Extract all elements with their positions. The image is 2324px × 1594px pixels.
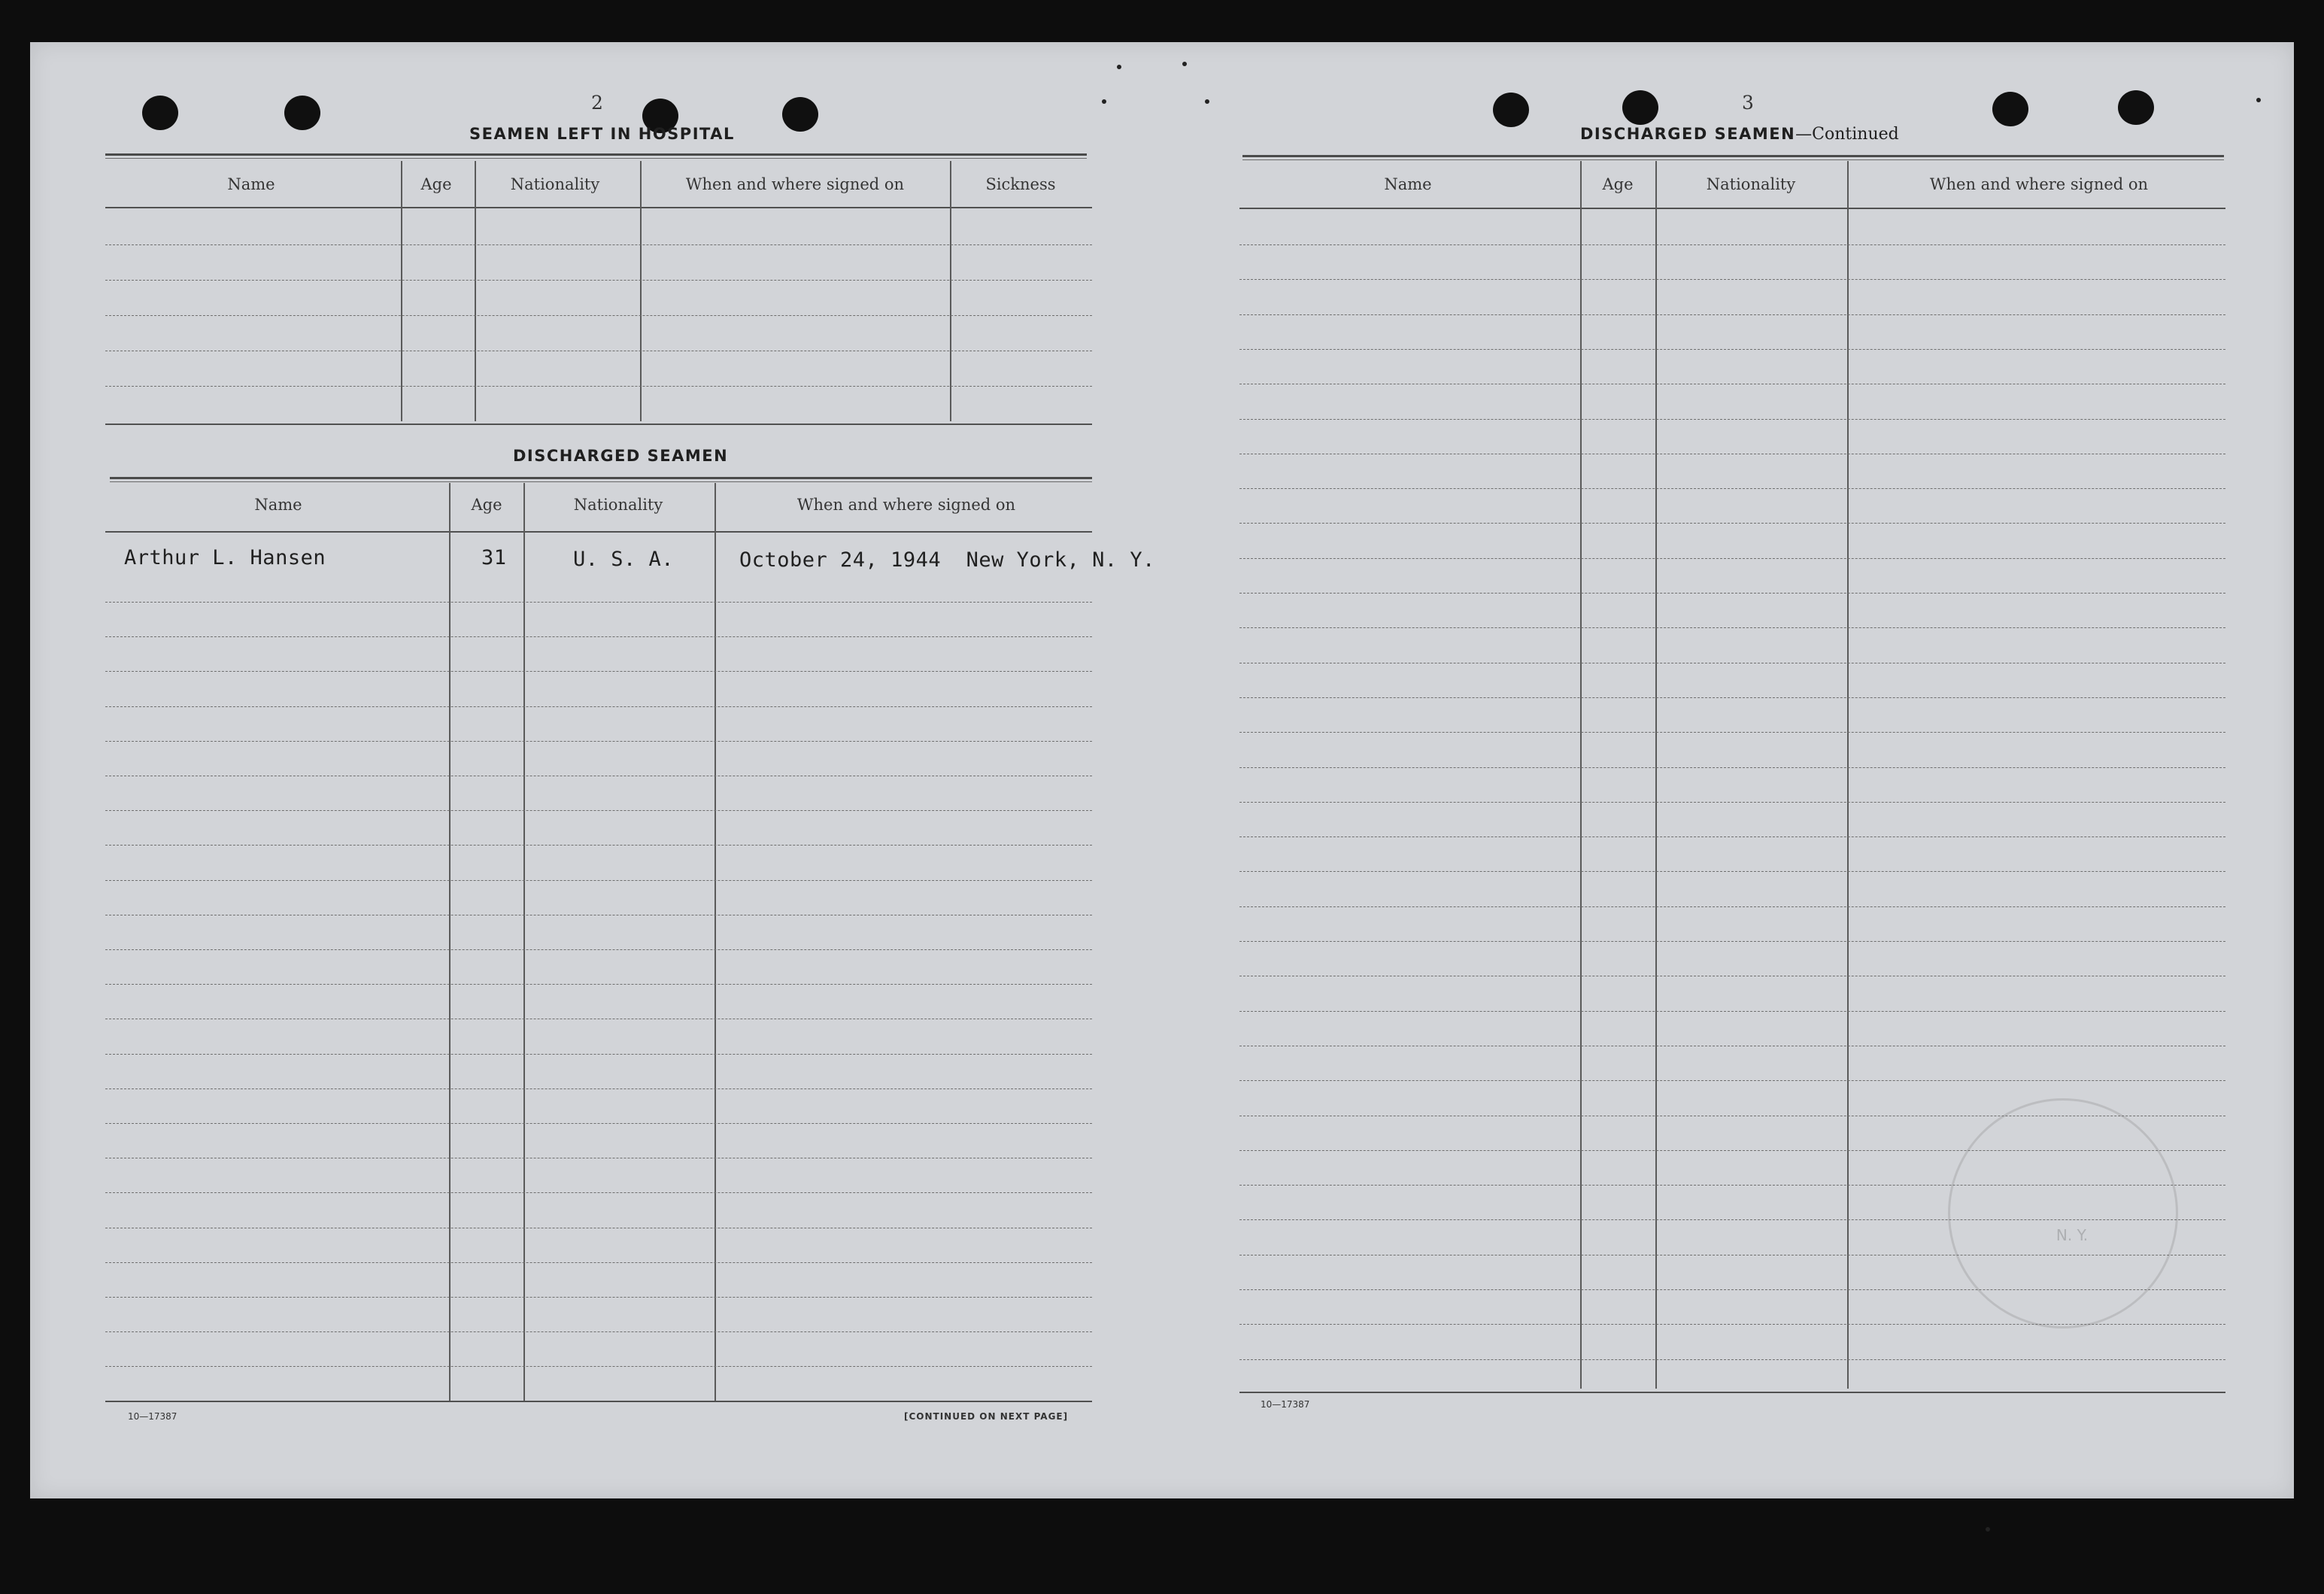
scan-speck xyxy=(2256,98,2261,102)
hospital-col-sickness: Sickness xyxy=(985,175,1056,193)
right-form-number: 10—17387 xyxy=(1261,1399,1310,1410)
scan-speck xyxy=(1117,65,1121,69)
entry-nationality: U. S. A. xyxy=(573,548,675,571)
punch-hole-5 xyxy=(1493,93,1529,127)
entry-signed-on: October 24, 1944 New York, N. Y. xyxy=(739,548,1155,572)
ruled-row-line xyxy=(105,810,1092,811)
ruled-row-line xyxy=(1239,627,2225,628)
ruled-row-line xyxy=(105,1262,1092,1263)
left-form-number: 10—17387 xyxy=(128,1411,177,1422)
right-divider xyxy=(1580,161,1582,1389)
hospital-table-top-rule xyxy=(105,153,1087,159)
ruled-row-line xyxy=(105,1088,1092,1089)
discharged-divider xyxy=(523,483,525,1401)
hospital-col-age: Age xyxy=(420,175,452,193)
hospital-col-name: Name xyxy=(227,175,275,193)
ruled-row-line xyxy=(105,984,1092,985)
scanned-document-page xyxy=(30,42,2294,1498)
hospital-col-nationality: Nationality xyxy=(510,175,600,193)
right-col-signed-on: When and where signed on xyxy=(1929,175,2149,193)
scan-speck xyxy=(1205,99,1209,104)
continued-suffix: —Continued xyxy=(1795,125,1899,144)
punch-hole-2 xyxy=(284,96,320,130)
ruled-row-line xyxy=(105,280,1092,281)
right-table-bottom-rule xyxy=(1239,1392,2225,1393)
hospital-table-bottom-rule xyxy=(105,424,1092,425)
ruled-row-line xyxy=(1239,523,2225,524)
ruled-row-line xyxy=(1239,871,2225,872)
entry-name: Arthur L. Hansen xyxy=(124,546,326,569)
ruled-row-line xyxy=(1239,732,2225,733)
ruled-row-line xyxy=(105,706,1092,707)
ruled-row-line xyxy=(1239,314,2225,315)
discharged-divider xyxy=(449,483,451,1401)
ruled-row-line xyxy=(105,671,1092,672)
ruled-row-line xyxy=(105,1192,1092,1193)
discharged-col-signed-on: When and where signed on xyxy=(796,496,1016,514)
right-col-name: Name xyxy=(1384,175,1432,193)
right-col-nationality: Nationality xyxy=(1706,175,1796,193)
hospital-divider xyxy=(475,161,476,421)
left-page-number: 2 xyxy=(591,92,604,114)
hospital-header-rule xyxy=(105,207,1092,208)
ruled-row-line xyxy=(1239,349,2225,350)
hospital-divider xyxy=(401,161,402,421)
right-page-number: 3 xyxy=(1742,92,1755,114)
ruled-row-line xyxy=(1239,419,2225,420)
right-header-rule xyxy=(1239,208,2225,209)
hospital-divider xyxy=(950,161,951,421)
ruled-row-line xyxy=(1239,1011,2225,1012)
ruled-row-line xyxy=(1239,593,2225,594)
discharged-col-name: Name xyxy=(254,496,302,514)
right-divider xyxy=(1847,161,1849,1389)
ruled-row-line xyxy=(105,315,1092,316)
ruled-row-line xyxy=(1239,697,2225,698)
entry-age: 31 xyxy=(481,546,507,569)
ruled-row-line xyxy=(1239,1359,2225,1360)
discharged-table-bottom-rule xyxy=(105,1401,1092,1402)
discharged-header-rule xyxy=(105,531,1092,533)
scan-speck xyxy=(1986,1527,1990,1532)
ruled-row-line xyxy=(105,1331,1092,1332)
hospital-divider xyxy=(640,161,642,421)
ruled-row-line xyxy=(1239,279,2225,280)
right-table-top-rule xyxy=(1242,155,2224,160)
ruled-row-line xyxy=(105,386,1092,387)
seamen-left-in-hospital-title: SEAMEN LEFT IN HOSPITAL xyxy=(469,125,735,143)
ruled-row-line xyxy=(105,845,1092,846)
ruled-row-line xyxy=(1239,906,2225,907)
ruled-row-line xyxy=(105,1054,1092,1055)
ruled-row-line xyxy=(1239,767,2225,768)
ruled-row-line xyxy=(105,741,1092,742)
punch-hole-1 xyxy=(142,96,178,130)
punch-hole-4 xyxy=(782,97,818,132)
ruled-row-line xyxy=(1239,802,2225,803)
ruled-row-line xyxy=(105,1123,1092,1124)
faint-circular-stamp xyxy=(1948,1098,2178,1328)
stamp-text: N. Y. xyxy=(2055,1226,2089,1244)
punch-hole-8 xyxy=(2118,90,2154,125)
hospital-col-signed-on: When and where signed on xyxy=(685,175,905,193)
right-divider xyxy=(1655,161,1657,1389)
ruled-row-line xyxy=(105,602,1092,603)
discharged-seamen-continued-main: DISCHARGED SEAMEN xyxy=(1580,125,1796,143)
discharged-seamen-title: DISCHARGED SEAMEN xyxy=(513,447,729,465)
ruled-row-line xyxy=(1239,488,2225,489)
scan-speck xyxy=(1102,99,1106,104)
continued-on-next-page-note: [CONTINUED ON NEXT PAGE] xyxy=(904,1411,1069,1422)
discharged-col-nationality: Nationality xyxy=(573,496,663,514)
discharged-col-age: Age xyxy=(471,496,502,514)
right-col-age: Age xyxy=(1602,175,1634,193)
ruled-row-line xyxy=(1239,941,2225,942)
ruled-row-line xyxy=(105,880,1092,881)
ruled-row-line xyxy=(105,949,1092,950)
punch-hole-6 xyxy=(1622,90,1658,125)
ruled-row-line xyxy=(1239,1080,2225,1081)
scan-speck xyxy=(1182,62,1187,66)
ruled-row-line xyxy=(1239,558,2225,559)
ruled-row-line xyxy=(105,1297,1092,1298)
ruled-row-line xyxy=(105,244,1092,245)
ruled-row-line xyxy=(105,636,1092,637)
ruled-row-line xyxy=(1239,244,2225,245)
discharged-divider xyxy=(714,483,716,1401)
ruled-row-line xyxy=(1239,836,2225,837)
punch-hole-7 xyxy=(1992,92,2028,126)
discharged-table-top-rule xyxy=(110,477,1092,482)
ruled-row-line xyxy=(105,1366,1092,1367)
discharged-seamen-continued-title xyxy=(1580,125,1899,144)
